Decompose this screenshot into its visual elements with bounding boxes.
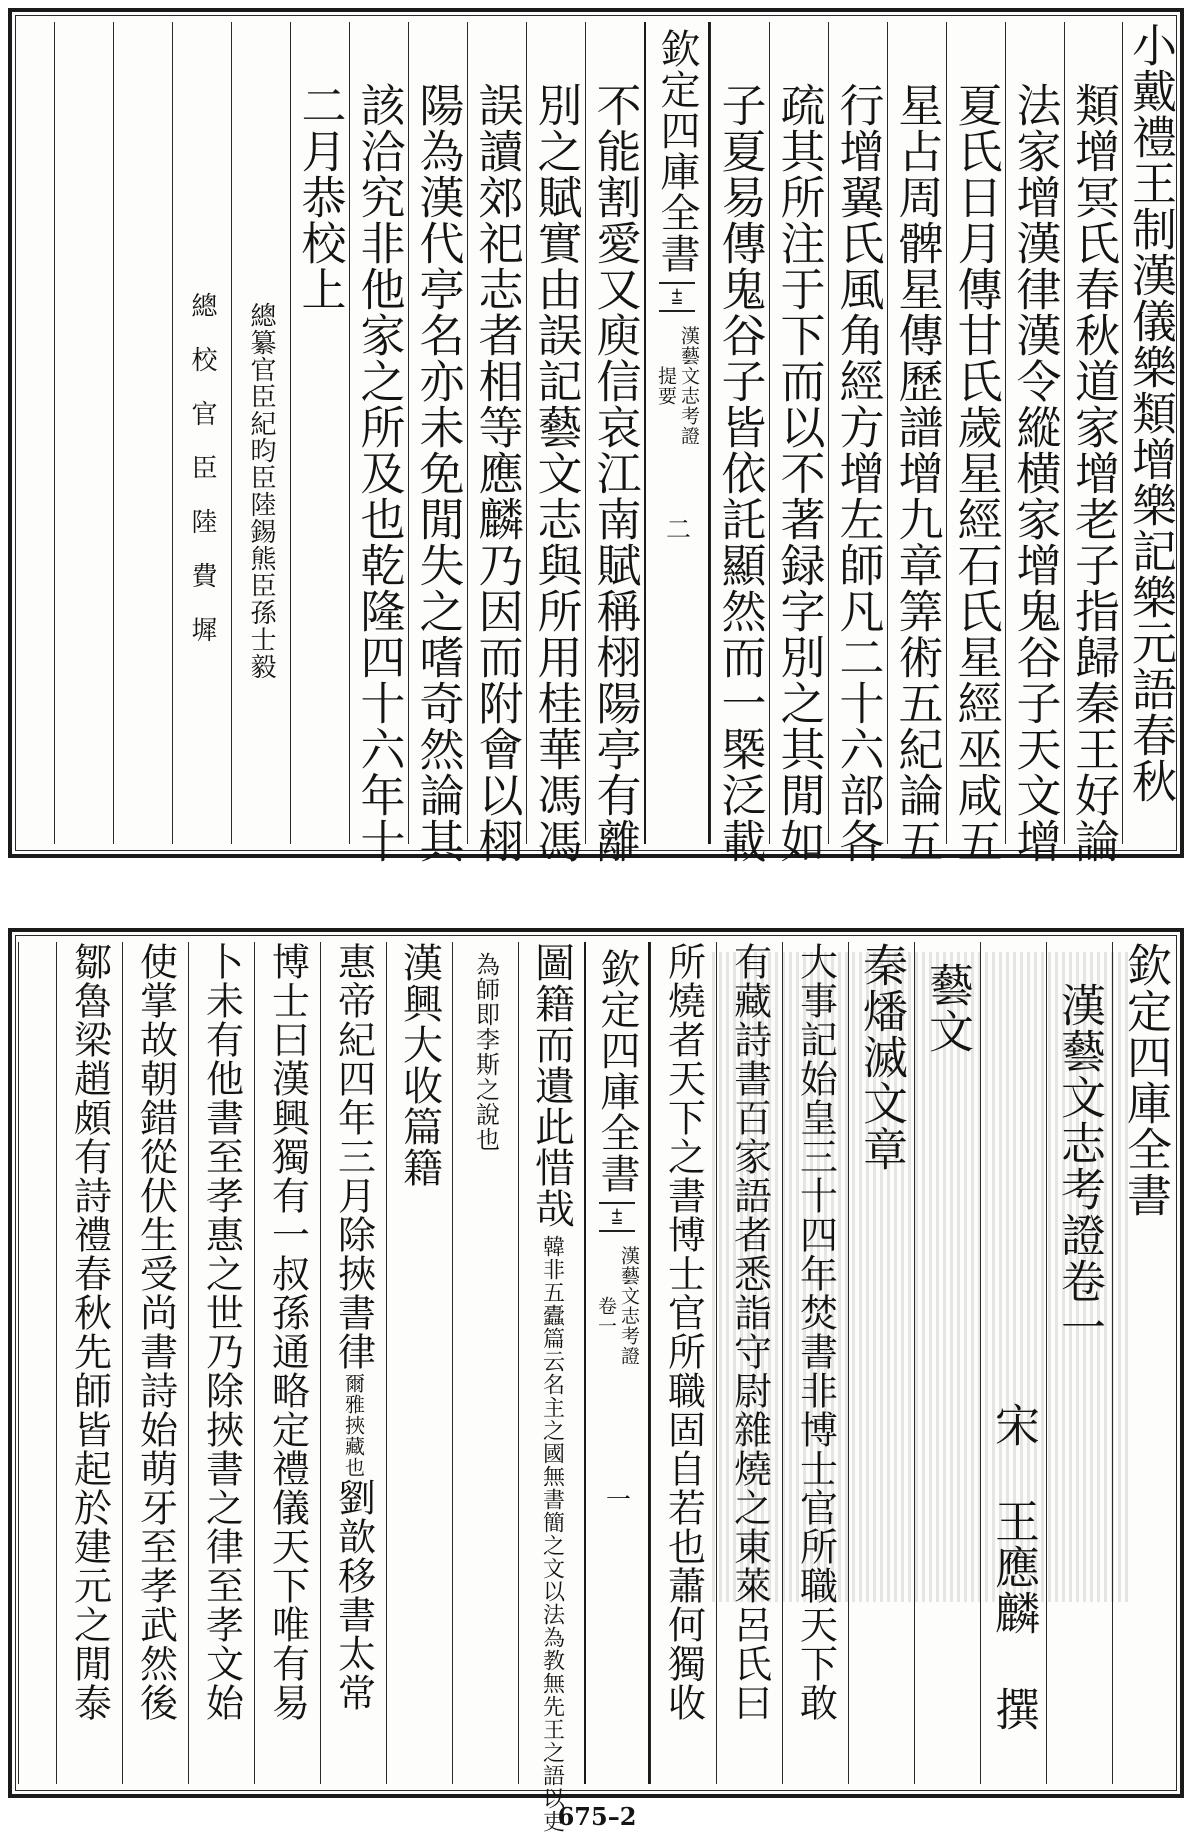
proofreader-credit: 總 校 官 臣 陸 費 墀: [187, 292, 217, 643]
bottom-col-l2: [254, 942, 320, 1784]
text-column: 不能割愛又庾信哀江南賦稱栩陽亭有離: [588, 82, 642, 864]
top-col-19: [18, 22, 54, 844]
top-col-8: [710, 22, 769, 864]
text-column: 惠帝紀四年三月除挾書律: [331, 942, 376, 1371]
text-column: 法家增漢律漢令縱横家增鬼谷子天文增: [1008, 82, 1062, 864]
author-role: 撰: [987, 1686, 1040, 1732]
page-number: 675–2: [557, 1802, 637, 1831]
top-col-14: [290, 22, 349, 844]
text-column: 所燒者天下之書博士官所職固自若也蕭何獨收: [661, 942, 706, 1722]
running-head: 欽定四庫全書: [654, 28, 700, 274]
text-column: 星占周髀星傳歷譜增九章筭術五紀論五: [890, 82, 944, 864]
top-col-7: [769, 22, 828, 864]
commentary-note: 韓非五蠹篇云名主之國無書簡之文以法為教無先王之語以吏: [539, 1235, 565, 1833]
section-heading: 漢興大收篇籍: [396, 942, 443, 1188]
top-col-16: [172, 22, 231, 844]
text-column: 卜未有他書至孝惠之世乃除挾書之律至孝文始: [199, 942, 244, 1722]
top-col-2: [1064, 22, 1122, 864]
text-column: 圖籍而遺此惜哉: [528, 942, 575, 1229]
top-col-6: [828, 22, 887, 864]
bottom-col-r1: [782, 942, 848, 1784]
bottom-heading-col-2: [848, 942, 914, 1784]
text-column: 大事記始皇三十四年焚書非博士官所職天下敢: [793, 942, 838, 1722]
bottom-note-column: [452, 942, 518, 1784]
fish-tail-icon: ⩲: [659, 282, 695, 312]
title-text: 欽定四庫全書: [1119, 942, 1172, 1218]
top-page: [8, 8, 1184, 864]
bottom-col-r3: [650, 942, 716, 1784]
bottom-col-l5: [56, 942, 122, 1784]
side-title: 漢藝文志考證: [678, 326, 700, 446]
bottom-heading-col-1: [914, 942, 980, 1784]
text-column: 類增冥氏春秋道家增老子指歸秦王好論: [1067, 82, 1120, 864]
book-title: 漢藝文志考證卷一: [1053, 982, 1106, 1350]
text-column-continued: 劉歆移書太常: [331, 1478, 376, 1712]
text-column: 使掌故朝錯從伏生受尚書詩始萌牙至孝武然後: [133, 942, 178, 1722]
bottom-centre-column: [584, 942, 650, 1784]
bottom-col-l1: [320, 942, 386, 1784]
text-column: 二月恭校上: [293, 82, 347, 312]
section-heading: 藝文: [921, 962, 974, 1054]
author-name: 王應麟: [987, 1498, 1040, 1636]
top-col-5: [887, 22, 946, 864]
author-dynasty: 宋: [987, 1402, 1040, 1448]
running-head: 欽定四庫全書: [594, 948, 640, 1194]
folio-number: 一: [602, 1486, 632, 1512]
text-column: 有藏詩書百家語者悉詣守尉雜燒之東萊呂氏曰: [727, 942, 772, 1722]
top-col-4: [946, 22, 1005, 864]
compiler-credit: 總纂官臣紀昀臣陸錫熊臣孫士毅: [246, 302, 276, 680]
text-column: 夏氏日月傳甘氏歲星經石氏星經巫咸五: [949, 82, 1003, 864]
bottom-col-l4: [122, 942, 188, 1784]
folio-number: 二: [662, 516, 692, 542]
bottom-book-title-column: [1046, 942, 1112, 1784]
text-column: 博士曰漢興獨有一叔孫通略定禮儀天下唯有易: [265, 942, 310, 1722]
top-col-13: [349, 22, 408, 864]
side-subtitle: 提要: [655, 366, 677, 406]
text-column: 該洽究非他家之所及也乾隆四十六年十: [352, 82, 406, 864]
bottom-col-c1: [518, 942, 584, 1833]
text-column: 陽為漢代亭名亦未免閒失之嗜奇然論其: [411, 82, 465, 864]
bottom-col-l3: [188, 942, 254, 1784]
bottom-author-column: [980, 942, 1046, 1784]
text-column: 疏其所注于下而以不著録字別之其閒如: [772, 82, 826, 864]
text-column: 誤讀郊祀志者相等應麟乃因而附會以栩: [470, 82, 524, 864]
text-column: 鄒魯梁趙頗有詩禮春秋先師皆起於建元之閒泰: [67, 942, 112, 1722]
bottom-col-edge: [18, 942, 56, 1784]
text-column: 小戴禮王制漢儀樂類增樂記樂元語春秋: [1124, 22, 1177, 804]
commentary-note: 為師即李斯之說也: [471, 952, 500, 1152]
top-col-1: [1122, 22, 1178, 844]
side-title: 漢藝文志考證: [618, 1246, 640, 1366]
section-heading: 秦燔滅文章: [855, 942, 908, 1172]
top-col-3: [1005, 22, 1064, 864]
bottom-title-column: [1112, 942, 1178, 1784]
top-col-18: [54, 22, 113, 844]
top-col-17: [113, 22, 172, 844]
inline-note: 爾雅挾藏也: [341, 1373, 366, 1478]
text-column: 子夏易傳鬼谷子皆依託顯然而一槩泛載: [713, 82, 767, 864]
top-col-9: [585, 22, 644, 864]
bottom-heading-col-3: [386, 942, 452, 1784]
side-subtitle: 卷一: [595, 1296, 617, 1336]
top-col-12: [408, 22, 467, 864]
bottom-col-r2: [716, 942, 782, 1784]
fish-tail-icon: ⩲: [599, 1202, 635, 1232]
top-col-10: [526, 22, 585, 864]
text-column: 行增翼氏風角經方增左師凡二十六部各: [831, 82, 885, 864]
top-col-15: [231, 22, 290, 844]
top-centre-column: [644, 22, 710, 844]
top-col-11: [467, 22, 526, 864]
text-column: 別之賦實由誤記藝文志與所用桂華馮馮: [529, 82, 583, 864]
